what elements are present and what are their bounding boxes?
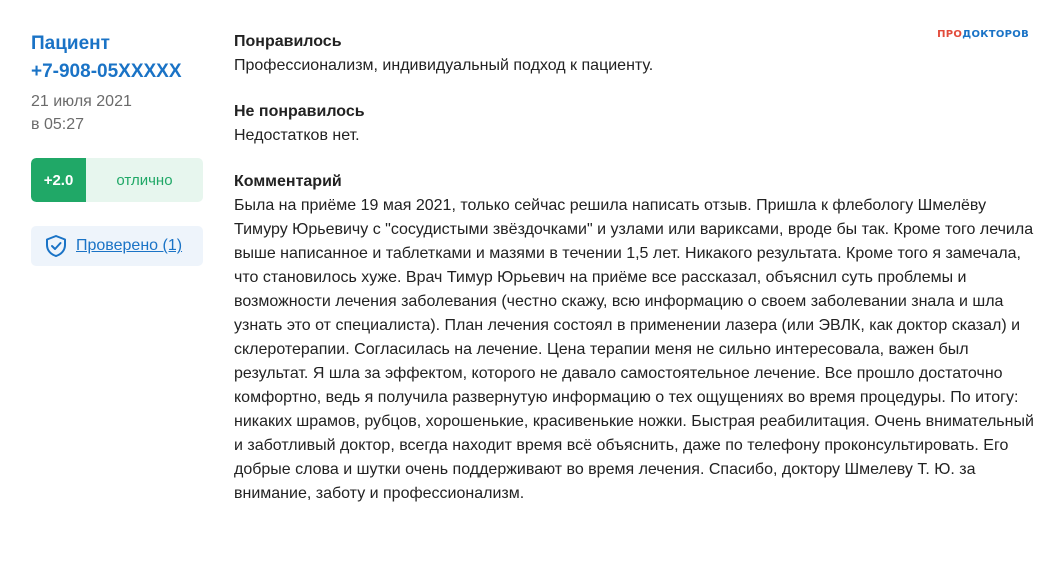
verified-link[interactable]: Проверено (1): [76, 237, 183, 254]
review-author-panel: [31, 30, 206, 266]
review-date-time: в 05:27: [31, 116, 84, 133]
liked-text: Профессионализм, индивидуальный подход к пациенту.: [234, 57, 654, 74]
verified-button[interactable]: [31, 226, 203, 266]
author-phone: +7-908-05XXXXX: [31, 61, 182, 82]
comment-text: Была на приёме 19 мая 2021, только сейчас решила написать отзыв. Пришла к флебологу Шмелёву Тимуру Юрьевичу с "сосудистыми звёздочками" и узлами или вариксами, вроде бы так. Кроме того лечила выше написанное и таблетками и мазями в течении 1,5 лет. Никакого результата. Кроме того я замечала, что становилось хуже. Врач Тимур Юрьевич на приёме все рассказал, объяснил суть проблемы и возможности лечения заболевания (честно скажу, всю информацию о своем заболевании знала и шла узнать это от специалиста). План лечения состоял в применении лазера (или ЭВЛК, как доктор сказал) и склеротерапии. Согласилась на лечение. Цена терапии меня не сильно интересовала, важен был результат. Я шла за эффектом, которого не давало самостоятельное лечение. Все прошло достаточно комфортно, ведь я получила развернутую информацию о тех ощущениях во время процедуры. По итогу: никаких шрамов, рубцов, хорошенькие, красивенькие ножки. Быстрая реабилитация. Очень внимательный и заботливый доктор, всегда находит время всё объяснить, даже по телефону проконсультировать. Его добрые слова и шутки очень поддерживают во время лечения. Спасибо, доктору Шмелеву Т. Ю. за внимание, заботу и профессионализм.: [234, 197, 1034, 502]
review-content: [234, 30, 1034, 506]
review-date-day: 21 июля 2021: [31, 93, 132, 110]
disliked-text: Недостатков нет.: [234, 127, 360, 144]
logo-part-doktorov: ДОКТОРОВ: [962, 29, 1029, 40]
prodoktorov-logo: [937, 29, 1029, 40]
rating-badge: [31, 158, 203, 202]
liked-title: Понравилось: [234, 33, 342, 50]
rating-score: +2.0: [31, 158, 86, 202]
rating-label: отлично: [116, 171, 173, 189]
author-name: Пациент: [31, 33, 110, 54]
shield-check-icon: [44, 234, 68, 258]
logo-part-pro: ПРО: [937, 29, 963, 40]
author-name-link[interactable]: [31, 30, 206, 86]
review-date: [31, 90, 206, 136]
disliked-title: Не понравилось: [234, 103, 365, 120]
comment-title: Комментарий: [234, 173, 342, 190]
